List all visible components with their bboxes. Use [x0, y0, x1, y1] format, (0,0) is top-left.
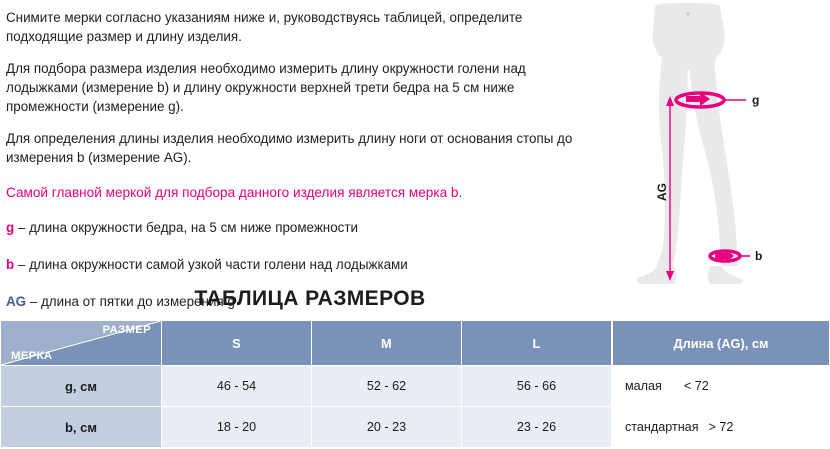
leg-diagram-svg	[600, 0, 830, 285]
cell-g-m: 52 - 62	[312, 366, 462, 407]
size-table	[0, 320, 612, 448]
cell-b-l: 23 - 26	[462, 407, 612, 448]
length-table-header: Длина (AG), см	[613, 321, 830, 366]
body-silhouette	[637, 3, 743, 284]
cell-b-m: 20 - 23	[312, 407, 462, 448]
length-row-small	[613, 366, 830, 407]
table-row	[613, 366, 830, 407]
measurement-band-b	[710, 250, 750, 262]
corner-label-size: РАЗМЕР	[102, 324, 151, 336]
instruction-paragraph-3: Для определения длины изделия необходимо измерить длину ноги от основания стопы до измерения b (измерение AG).	[6, 131, 573, 165]
definition-g	[6, 218, 588, 237]
label-ag: AG	[655, 183, 669, 201]
length-value-standard: > 72	[708, 420, 734, 434]
definition-text-g: – длина окружности бедра, на 5 см ниже промежности	[14, 220, 358, 235]
length-label-small: малая	[625, 379, 662, 393]
size-table-header-row	[1, 321, 612, 366]
definition-key-ag: AG	[6, 294, 27, 309]
definition-text-b: – длина окружности самой узкой части голени над лодыжками	[14, 257, 408, 272]
length-table-header-row	[613, 321, 830, 366]
instruction-paragraph-2: Для подбора размера изделия необходимо измерить длину окружности голени над лодыжками (измерение b) и длину окружности верхней трети бедра на 5 см ниже промежности (измерение g).	[6, 61, 526, 114]
definition-key-g: g	[6, 220, 15, 235]
definition-b	[6, 255, 588, 274]
size-column-s: S	[162, 321, 312, 366]
page-title: ТАБЛИЦА РАЗМЕРОВ	[194, 287, 426, 310]
leg-measurement-figure	[600, 0, 830, 285]
cell-g-s: 46 - 54	[162, 366, 312, 407]
figure-column	[600, 0, 830, 285]
table-row	[613, 407, 830, 448]
size-column-m: M	[312, 321, 462, 366]
definition-key-b: b	[6, 257, 15, 272]
tables-section	[0, 320, 830, 448]
row-label-g: g, см	[1, 366, 162, 407]
size-table-corner-cell	[1, 321, 162, 366]
cell-b-s: 18 - 20	[162, 407, 312, 448]
table-row	[1, 366, 612, 407]
length-value-small: < 72	[683, 379, 709, 393]
cell-g-l: 56 - 66	[462, 366, 612, 407]
row-label-b: b, см	[1, 407, 162, 448]
definition-text-ag: – длина от пятки до измерения g	[26, 294, 235, 309]
label-g: g	[752, 93, 760, 107]
table-row	[1, 407, 612, 448]
size-column-l: L	[462, 321, 612, 366]
highlight-note: Самой главной меркой для подбора данного изделия является мерка b.	[6, 185, 463, 200]
length-label-standard: стандартная	[625, 420, 699, 434]
instruction-paragraph-1: Снимите мерки согласно указаниям ниже и, руководствуясь таблицей, определите подходящие размер и длину изделия.	[6, 10, 523, 44]
label-b: b	[755, 249, 763, 263]
corner-label-measure: МЕРКА	[11, 350, 53, 362]
length-table	[612, 320, 830, 448]
length-row-standard	[613, 407, 830, 448]
